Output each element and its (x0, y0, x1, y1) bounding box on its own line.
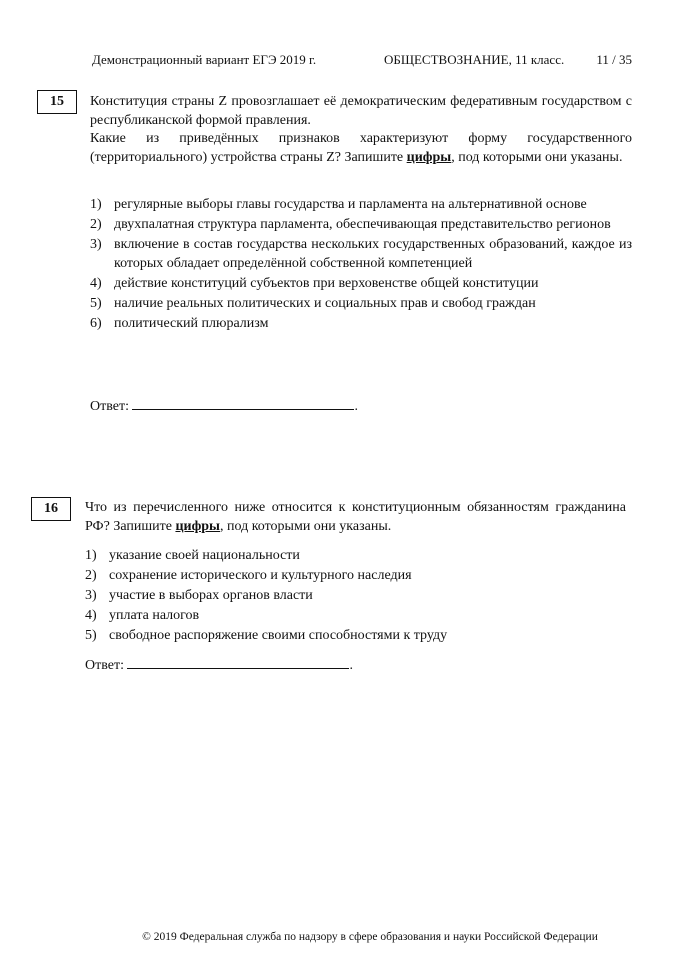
task-16-option (85, 627, 626, 646)
option-text: включение в состав государства нескольких государственных образований, каждое из которых обладает определённой собственной компетенцией (114, 237, 632, 271)
subject-title: ОБЩЕСТВОЗНАНИЕ, 11 класс. (384, 52, 565, 67)
task-16-option (85, 567, 626, 586)
task-15-option (90, 196, 632, 215)
option-text: двухпалатная структура парламента, обеспечивающая представительство регионов (114, 217, 611, 232)
option-number: 4) (85, 608, 97, 623)
answer-label: Ответ: (85, 658, 124, 673)
task-15-statement: Конституция страны Z провозглашает её демократическим федеративным государством с республиканской формой правления. (90, 94, 632, 128)
option-text: сохранение исторического и культурного наследия (109, 568, 412, 583)
page-header (92, 52, 632, 70)
option-text: наличие реальных политических и социальных прав и свобод граждан (114, 295, 536, 311)
task-15-option (90, 236, 632, 273)
option-number: 2) (90, 217, 102, 232)
page-number: 11 / 35 (596, 52, 632, 67)
answer-label: Ответ: (90, 399, 129, 414)
option-text: регулярные выборы главы государства и парламента на альтернативной основе (114, 197, 587, 212)
option-number: 3) (90, 237, 102, 252)
option-text: участие в выборах органов власти (109, 588, 313, 603)
task-16-option (85, 587, 626, 606)
option-text: уплата налогов (109, 608, 200, 623)
option-number: 2) (85, 568, 97, 583)
task-16-question-emphasis: цифры (175, 518, 220, 534)
answer-end: . (354, 399, 358, 414)
option-number: 1) (90, 197, 102, 212)
option-text: свободное распоряжение своими способностями к труду (109, 628, 448, 643)
option-text: политический плюрализм (114, 315, 269, 331)
task-16-answer (85, 656, 353, 674)
option-text: действие конституций субъектов при верховенстве общей конституции (114, 275, 539, 291)
task-15-option (90, 275, 632, 294)
option-number: 1) (85, 548, 97, 563)
task-15-question-start: Какие из приведённых признаков характеризуют форму государственного (территориального) устройства страны Z? Запишите (90, 131, 632, 165)
exam-title: Демонстрационный вариант ЕГЭ 2019 г. (92, 52, 317, 67)
task-15-options (90, 196, 632, 335)
task-15-option (90, 295, 632, 314)
option-number: 5) (90, 295, 102, 311)
task-16-option (85, 547, 626, 566)
answer-field[interactable] (132, 397, 354, 410)
task-15-question-end: , под которыми они указаны. (451, 149, 623, 165)
answer-end: . (349, 658, 353, 673)
task-16-question-end: , под которыми они указаны. (220, 518, 392, 534)
task-number-15: 15 (37, 90, 77, 114)
task-16-question (85, 499, 626, 536)
task-15-answer (90, 397, 358, 415)
task-15-intro (90, 93, 632, 130)
task-15-option (90, 315, 632, 334)
option-number: 6) (90, 315, 102, 331)
option-text: указание своей национальности (109, 548, 300, 563)
task-16-question-start: Что из перечисленного ниже относится к конституционным обязанностям гражданина РФ? Запишите (85, 500, 626, 534)
page-footer: © 2019 Федеральная служба по надзору в сфере образования и науки Российской Федерации (142, 931, 598, 943)
option-number: 5) (85, 628, 97, 643)
task-16-options (85, 547, 626, 647)
task-15-option (90, 216, 632, 235)
task-number-16: 16 (31, 497, 71, 521)
answer-field[interactable] (127, 656, 349, 669)
option-number: 3) (85, 588, 97, 603)
task-15-question-emphasis: цифры (406, 149, 452, 165)
task-15-question (90, 130, 632, 167)
option-number: 4) (90, 275, 102, 291)
task-16-option (85, 607, 626, 626)
